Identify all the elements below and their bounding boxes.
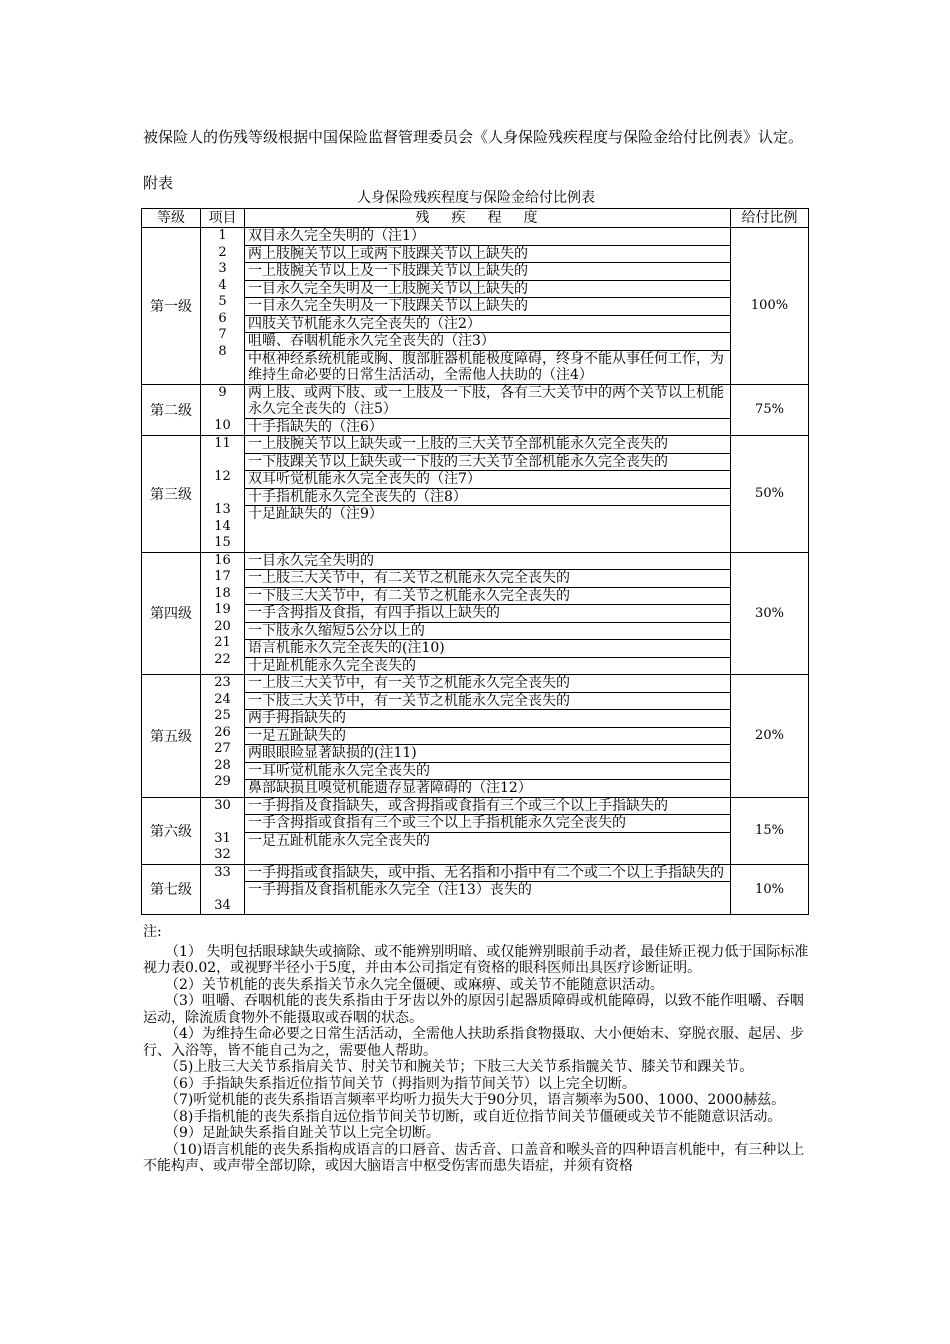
item-description: 一上肢腕关节以上及一下肢踝关节以上缺失的 [245, 263, 730, 281]
item-description: 一目永久完全失明的 [245, 553, 730, 571]
item-numbers [201, 228, 245, 385]
item-number: 3 [218, 261, 227, 276]
item-number: 10 [214, 417, 231, 433]
grade-row [142, 797, 809, 864]
item-descriptions [245, 797, 731, 864]
grade-level: 第四级 [142, 552, 201, 675]
item-number: 4 [218, 277, 227, 293]
item-number: 5 [218, 294, 227, 309]
payment-ratio: 50% [731, 436, 809, 553]
grade-row [142, 228, 809, 385]
grade-level: 第三级 [142, 436, 201, 553]
note-item: （10)语言机能的丧失系指构成语言的口唇音、齿舌音、口盖音和喉头音的四种语言机能中，有三种以上不能构声、或声带全部切除，或因大脑语言中枢受伤害而患失语症，并须有资格 [143, 1141, 805, 1174]
item-description: 两手拇指缺失的 [245, 710, 730, 728]
item-numbers [201, 675, 245, 798]
item-description: 一足五趾机能永久完全丧失的 [248, 832, 430, 849]
item-descriptions [245, 436, 731, 553]
item-description: 一下肢三大关节中，有一关节之机能永久完全丧失的 [245, 693, 730, 711]
grade-level: 第七级 [142, 864, 201, 915]
item-numbers [201, 384, 245, 436]
item-number: 8 [218, 343, 227, 359]
item-description: 一目永久完全失明及一下肢踝关节以上缺失的 [245, 298, 730, 316]
notes-list [143, 944, 811, 1175]
item-numbers [201, 864, 245, 915]
notes-section [143, 924, 811, 1175]
disability-grade-table [141, 208, 809, 915]
item-number: 20 [214, 618, 231, 634]
item-description: 两眼眼睑显著缺损的(注11) [245, 745, 730, 763]
item-number: 12 [214, 469, 231, 484]
payment-ratio: 20% [731, 675, 809, 798]
item-description: 两上肢腕关节以上或两下肢踝关节以上缺失的 [245, 246, 730, 264]
item-description: 四肢关节机能永久完全丧失的（注2） [245, 316, 730, 334]
grade-row [142, 384, 809, 436]
payment-ratio: 15% [731, 797, 809, 864]
item-numbers [201, 436, 245, 553]
item-description: 一上肢三大关节中，有二关节之机能永久完全丧失的 [245, 570, 730, 588]
item-description: 一足五趾缺失的 [245, 728, 730, 746]
table-header-row [142, 209, 809, 228]
item-numbers [201, 552, 245, 675]
note-item: （8)手指机能的丧失系指自远位指节间关节切断，或自近位指节间关节僵硬或关节不能随意识活动。 [165, 1108, 782, 1125]
item-description: 十手指缺失的（注6） [248, 418, 383, 435]
grade-row [142, 552, 809, 675]
header-description: 残疾程度 [245, 209, 731, 228]
item-description: 一目永久完全失明及一上肢腕关节以上缺失的 [245, 281, 730, 299]
item-number: 13 [214, 502, 231, 517]
note-item: （1） 失明包括眼球缺失或摘除、或不能辨别明暗、或仅能辨别眼前手动者，最佳矫正视力低于国际标准视力表0.02，或视野半径小于5度，并由本公司指定有资格的眼科医师出具医疗诊断证明。 [143, 943, 809, 976]
item-description: 一手含拇指或食指有三个或三个以上手指机能永久完全丧失的 [245, 815, 730, 833]
header-grade: 等级 [142, 209, 201, 228]
grade-row [142, 864, 809, 915]
item-number: 18 [214, 585, 231, 601]
item-number: 32 [214, 847, 231, 862]
item-description: 一下肢踝关节以上缺失或一下肢的三大关节全部机能永久完全丧失的 [245, 454, 730, 472]
header-item: 项目 [201, 209, 245, 228]
item-descriptions [245, 384, 731, 436]
note-item: （6）手指缺失系指近位指节间关节（拇指则为指节间关节）以上完全切断。 [165, 1075, 636, 1092]
item-number: 6 [218, 310, 227, 326]
payment-ratio: 75% [731, 384, 809, 436]
item-number: 33 [214, 864, 231, 880]
note-item: （2）关节机能的丧失系指关节永久完全僵硬、或麻痹、或关节不能随意识活动。 [165, 976, 664, 993]
item-number: 2 [218, 244, 227, 260]
item-description: 一手拇指及食指机能永久完全（注13）丧失的 [248, 882, 532, 898]
item-description: 语言机能永久完全丧失的(注10) [245, 640, 730, 658]
item-description: 十手指机能永久完全丧失的（注8） [245, 489, 730, 507]
table-body [142, 228, 809, 915]
item-description: 一下肢永久缩短5公分以上的 [245, 623, 730, 641]
item-number: 14 [214, 518, 231, 534]
item-number: 27 [214, 741, 231, 756]
item-descriptions [245, 864, 731, 915]
item-description: 一手拇指或食指缺失，或中指、无名指和小指中有二个或二个以上手指缺失的 [245, 865, 730, 883]
payment-ratio: 30% [731, 552, 809, 675]
grade-level: 第一级 [142, 228, 201, 385]
notes-label: 注: [143, 924, 162, 940]
item-number: 34 [214, 897, 231, 913]
item-number: 31 [214, 830, 231, 846]
item-description: 一手拇指及食指缺失，或含拇指或食指有三个或三个以上手指缺失的 [245, 798, 730, 816]
note-item: （7)听觉机能的丧失系指语言频率平均听力损失大于90分贝，语言频率为500、1000、2000赫兹。 [165, 1092, 786, 1108]
item-number: 1 [218, 228, 227, 243]
item-number: 28 [214, 757, 231, 773]
item-number: 23 [214, 675, 231, 690]
attachment-label: 附表 [143, 174, 174, 192]
item-number: 21 [214, 635, 231, 650]
item-number: 16 [214, 552, 231, 568]
item-number: 17 [214, 569, 231, 584]
payment-ratio: 100% [731, 228, 809, 385]
item-description: 一上肢三大关节中，有一关节之机能永久完全丧失的 [245, 675, 730, 693]
note-item: （5)上肢三大关节系指肩关节、肘关节和腕关节；下肢三大关节系指髋关节、膝关节和踝关节。 [165, 1059, 754, 1075]
item-descriptions [245, 228, 731, 385]
item-description: 一上肢腕关节以上缺失或一上肢的三大关节全部机能永久完全丧失的 [245, 436, 730, 454]
item-description: 两上肢、或两下肢、或一上肢及一下肢，各有三大关节中的两个关节以上机能永久完全丧失的（注5） [245, 385, 730, 419]
item-description: 一下肢三大关节中，有二关节之机能永久完全丧失的 [245, 588, 730, 606]
item-description: 一耳听觉机能永久完全丧失的 [245, 763, 730, 781]
item-number: 19 [214, 602, 231, 617]
item-description: 双目永久完全失明的（注1） [245, 228, 730, 246]
note-item: （3）咀嚼、吞咽机能的丧失系指由于牙齿以外的原因引起器质障碍或机能障碍，以致不能作咀嚼、吞咽运动，除流质食物外不能摄取或吞咽的状态。 [143, 993, 804, 1026]
grade-level: 第六级 [142, 797, 201, 864]
item-number: 9 [218, 384, 227, 400]
item-number: 24 [214, 691, 231, 707]
item-number: 29 [214, 774, 231, 789]
note-item: （9）足趾缺失系指自趾关节以上完全切断。 [165, 1125, 440, 1141]
item-number: 22 [214, 651, 231, 667]
grade-row [142, 436, 809, 553]
item-descriptions [245, 552, 731, 675]
item-number: 25 [214, 708, 231, 723]
item-description: 咀嚼、吞咽机能永久完全丧失的（注3） [245, 333, 730, 351]
grade-level: 第五级 [142, 675, 201, 798]
intro-paragraph: 被保险人的伤残等级根据中国保险监督管理委员会《人身保险残疾程度与保险金给付比例表》认定。 [143, 128, 804, 146]
item-numbers [201, 797, 245, 864]
item-description: 中枢神经系统机能或胸、腹部脏器机能极度障碍，终身不能从事任何工作，为维持生命必要的日常生活活动，全需他人扶助的（注4） [248, 350, 724, 383]
item-number: 30 [214, 797, 231, 813]
payment-ratio: 10% [731, 864, 809, 915]
item-description: 十足趾机能永久完全丧失的 [248, 657, 416, 674]
item-description: 双耳听觉机能永久完全丧失的（注7） [245, 471, 730, 489]
item-description: 鼻部缺损且嗅觉机能遗存显著障碍的（注12） [248, 780, 532, 796]
table-title: 人身保险残疾程度与保险金给付比例表 [357, 190, 595, 206]
item-descriptions [245, 675, 731, 798]
item-number: 7 [218, 327, 227, 342]
item-number: 11 [214, 436, 231, 451]
item-number: 15 [214, 535, 231, 550]
grade-level: 第二级 [142, 384, 201, 436]
item-description: 一手含拇指及食指，有四手指以上缺失的 [245, 605, 730, 623]
item-number: 26 [214, 724, 231, 740]
header-payment: 给付比例 [731, 209, 809, 228]
item-description: 十足趾缺失的（注9） [248, 506, 383, 522]
note-item: （4）为维持生命必要之日常生活活动，全需他人扶助系指食物摄取、大小便始末、穿脱衣服、起居、步行、入浴等，皆不能自己为之，需要他人帮助。 [143, 1026, 804, 1059]
grade-row [142, 675, 809, 798]
